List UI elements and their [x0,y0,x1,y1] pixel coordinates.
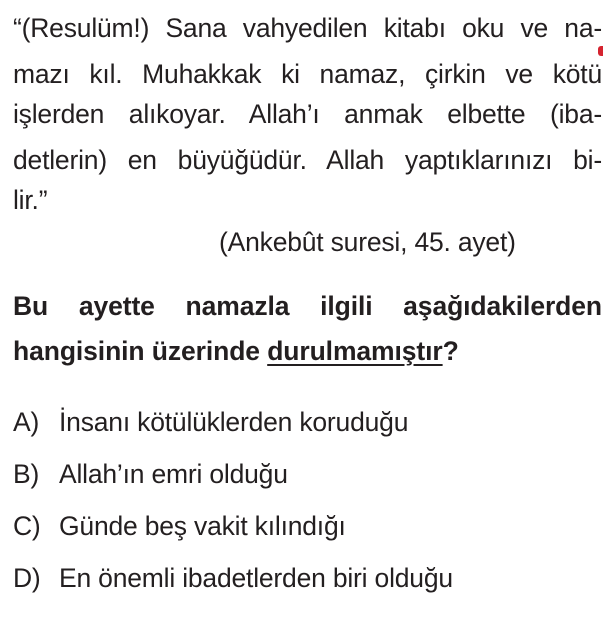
option-d[interactable] [13,563,453,593]
option-letter: A) [13,407,40,437]
option-letter: B) [13,459,40,489]
quote-line-2: mazı kıl. Muhakkak ki namaz, çirkin ve kötü [13,59,602,89]
option-text: Allah’ın emri olduğu [59,459,288,489]
option-letter: C) [13,511,41,541]
option-b[interactable] [13,459,288,489]
question-mark: ? [442,336,459,366]
question-line-1: Bu ayette namazla ilgili aşağıdakilerden [13,291,602,321]
option-text: En önemli ibadetlerden biri olduğu [59,563,453,593]
quote-line-5: lir.” [13,185,48,215]
option-text: İnsanı kötülüklerden koruduğu [59,407,409,437]
quote-line-4: detlerin) en büyüğüdür. Allah yaptıklarınızı bi- [13,145,602,175]
question-line-2 [13,336,459,366]
option-text: Günde beş vakit kılındığı [59,511,346,541]
option-letter: D) [13,563,41,593]
quote-line-3: işlerden alıkoyar. Allah’ı anmak elbette (iba- [13,99,602,129]
question-text: hangisinin üzerinde [13,336,268,366]
edge-mark [598,46,603,56]
quote-line-1: “(Resulüm!) Sana vahyedilen kitabı oku ve na- [13,13,602,43]
quote-source: (Ankebût suresi, 45. ayet) [219,227,516,257]
option-a[interactable] [13,407,408,437]
question-emphasis: durulmamıştır [267,336,443,366]
option-c[interactable] [13,511,346,541]
